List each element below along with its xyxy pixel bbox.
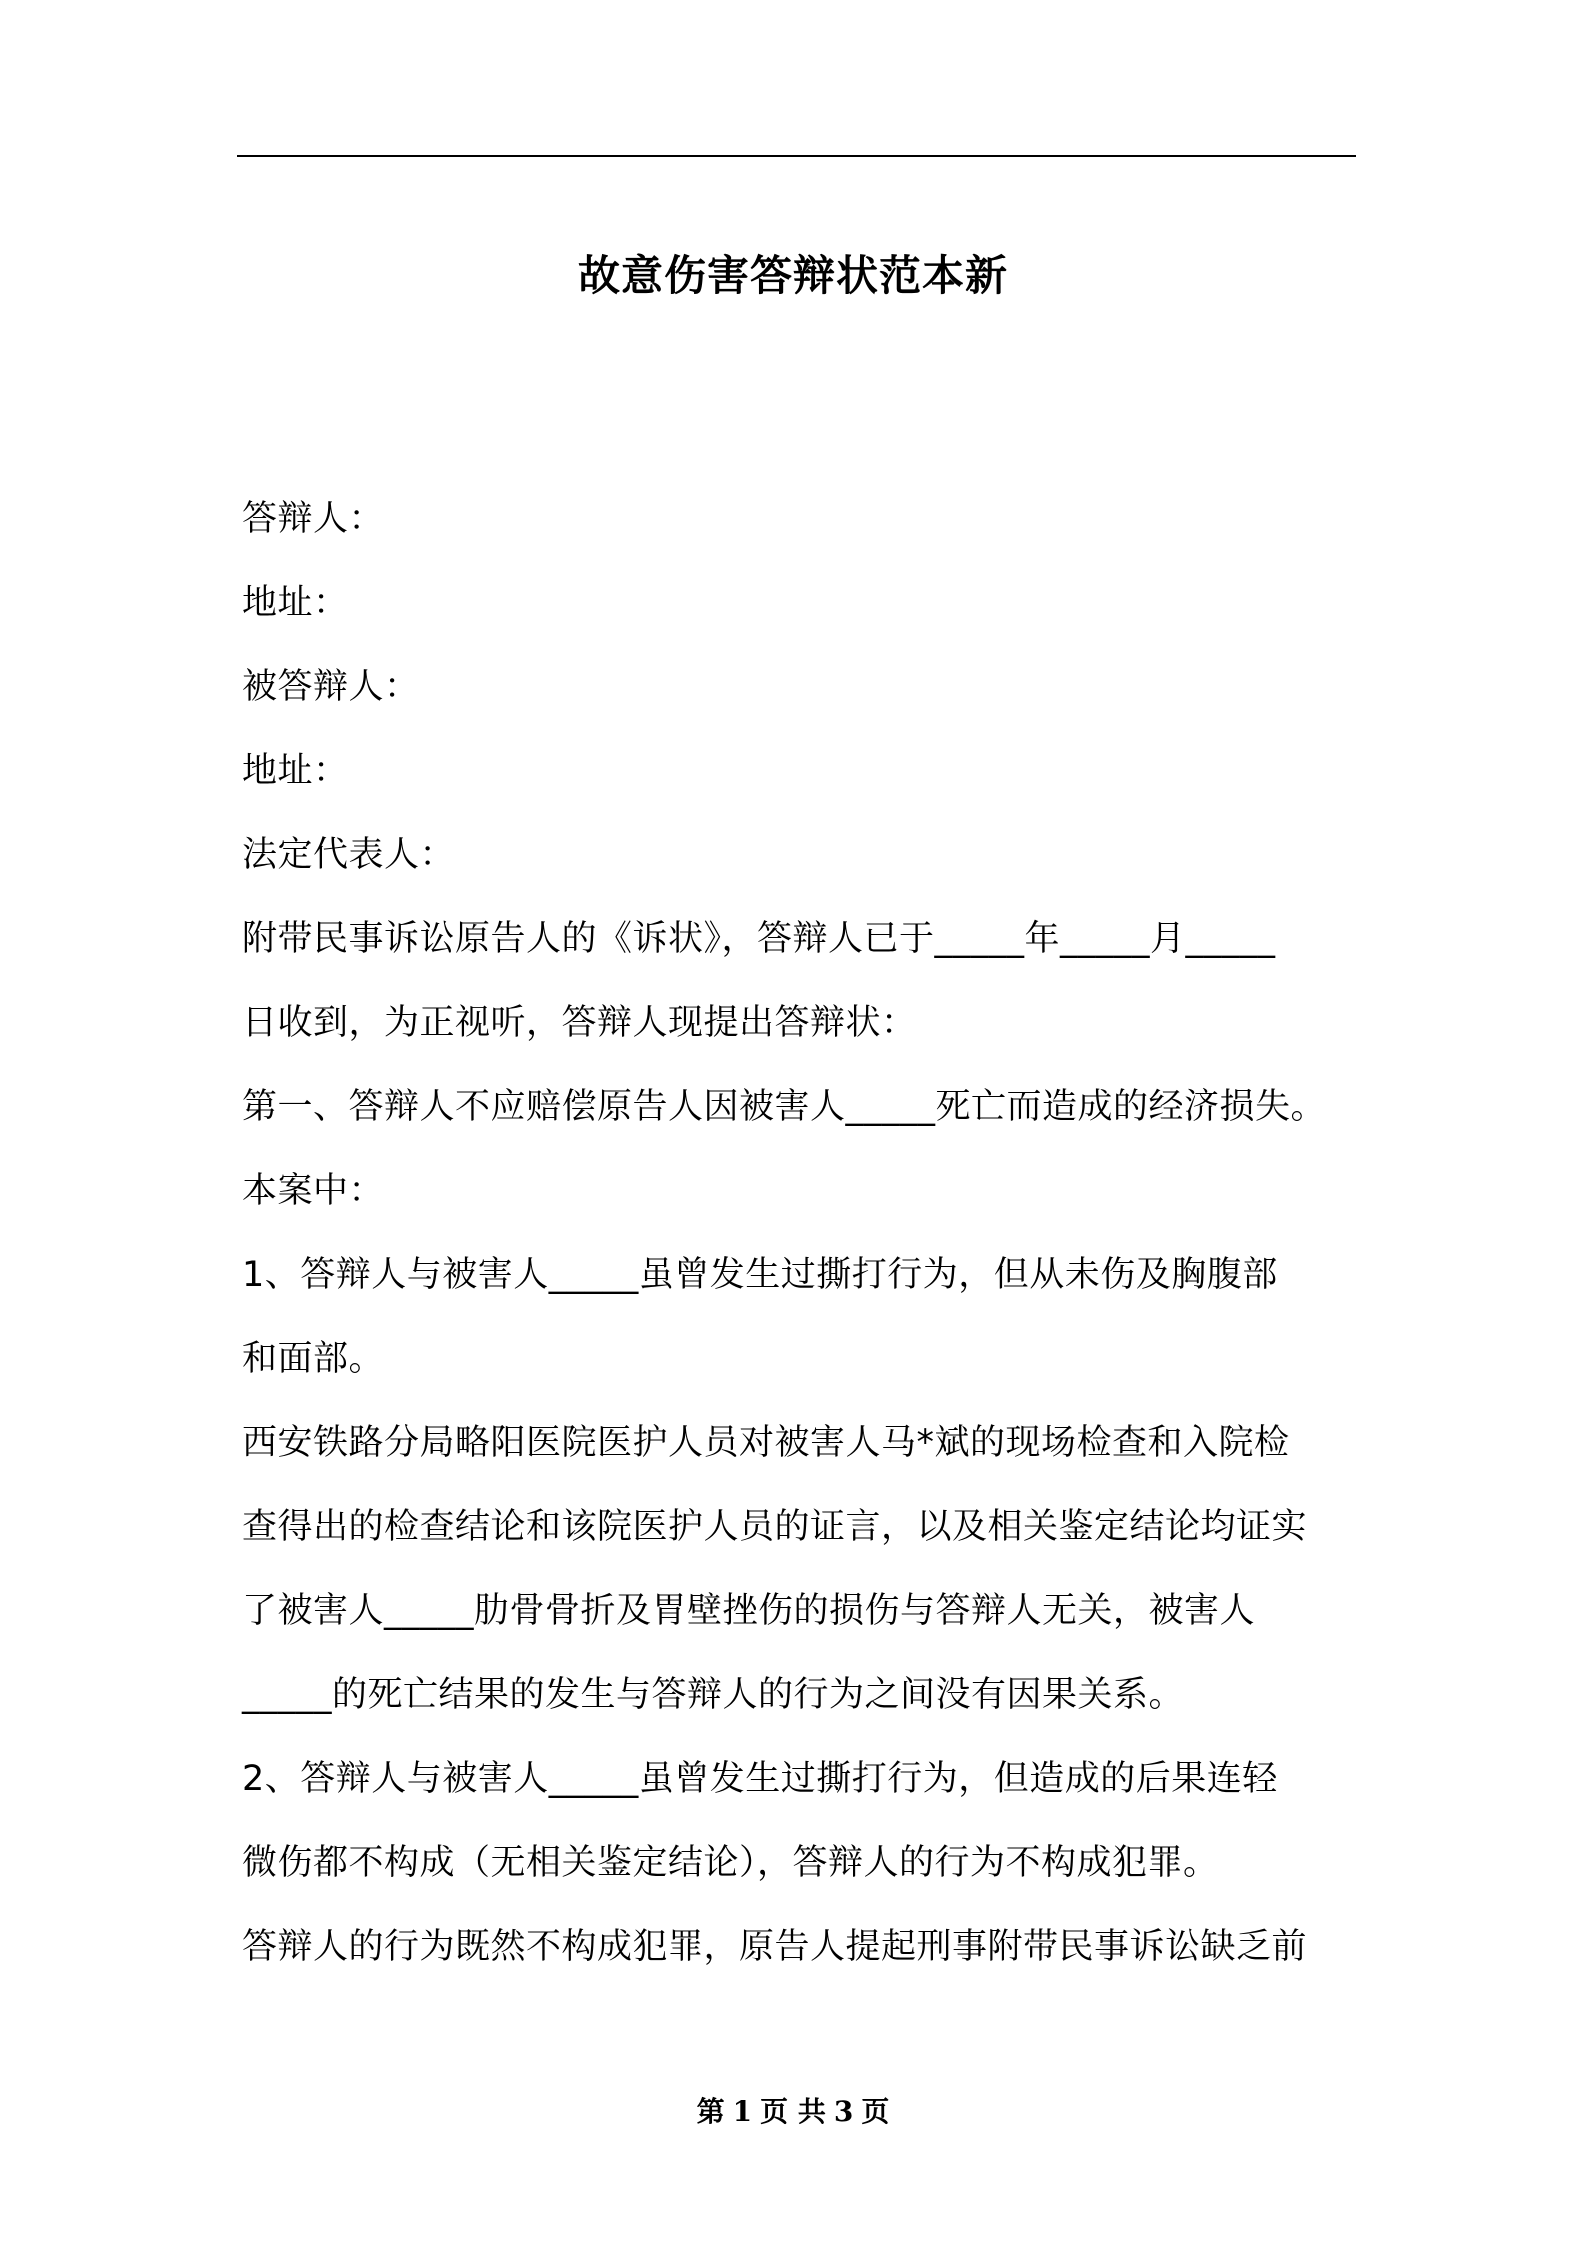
paragraph-line: 答辩人的行为既然不构成犯罪，原告人提起刑事附带民事诉讼缺乏前 — [242, 1927, 1308, 1967]
document-body — [242, 477, 1372, 1989]
paragraph-line: 和面部。 — [242, 1339, 385, 1379]
footer-total-pages: 3 — [833, 2095, 854, 2128]
paragraph-line: 了被害人_____肋骨骨折及胃壁挫伤的损伤与答辩人无关，被害人 — [242, 1591, 1256, 1631]
paragraph-line: 微伤都不构成（无相关鉴定结论），答辩人的行为不构成犯罪。 — [242, 1843, 1219, 1883]
document-title: 故意伤害答辩状范本新 — [577, 251, 1008, 301]
paragraph-line: 西安铁路分局略阳医院医护人员对被害人马*斌的现场检查和入院检 — [242, 1423, 1290, 1463]
footer-suffix: 页 — [861, 2095, 890, 2128]
footer-current-page: 1 — [732, 2095, 753, 2128]
paragraph-line: 附带民事诉讼原告人的《诉状》，答辩人已于_____年_____月_____ — [242, 919, 1276, 959]
paragraph-line: 1、答辩人与被害人_____虽曾发生过撕打行为，但从未伤及胸腹部 — [242, 1255, 1278, 1295]
header-rule — [237, 155, 1356, 157]
paragraph-line: 本案中： — [242, 1171, 385, 1211]
line-defendant: 被答辩人： — [242, 667, 420, 707]
footer-middle: 页 共 — [760, 2095, 826, 2128]
footer-prefix: 第 — [696, 2095, 725, 2128]
line-respondent-address: 地址： — [242, 583, 349, 623]
paragraph-line: _____的死亡结果的发生与答辩人的行为之间没有因果关系。 — [242, 1675, 1185, 1715]
line-defendant-address: 地址： — [242, 751, 349, 791]
line-legal-representative: 法定代表人： — [242, 835, 456, 875]
paragraph-line: 2、答辩人与被害人_____虽曾发生过撕打行为，但造成的后果连轻 — [242, 1759, 1278, 1799]
paragraph-line: 日收到，为正视听，答辩人现提出答辩状： — [242, 1003, 917, 1043]
page-number-footer — [0, 2092, 1586, 2132]
paragraph-line: 查得出的检查结论和该院医护人员的证言，以及相关鉴定结论均证实 — [242, 1507, 1308, 1547]
line-respondent: 答辩人： — [242, 499, 385, 539]
paragraph-line: 第一、答辩人不应赔偿原告人因被害人_____死亡而造成的经济损失。 — [242, 1087, 1327, 1127]
